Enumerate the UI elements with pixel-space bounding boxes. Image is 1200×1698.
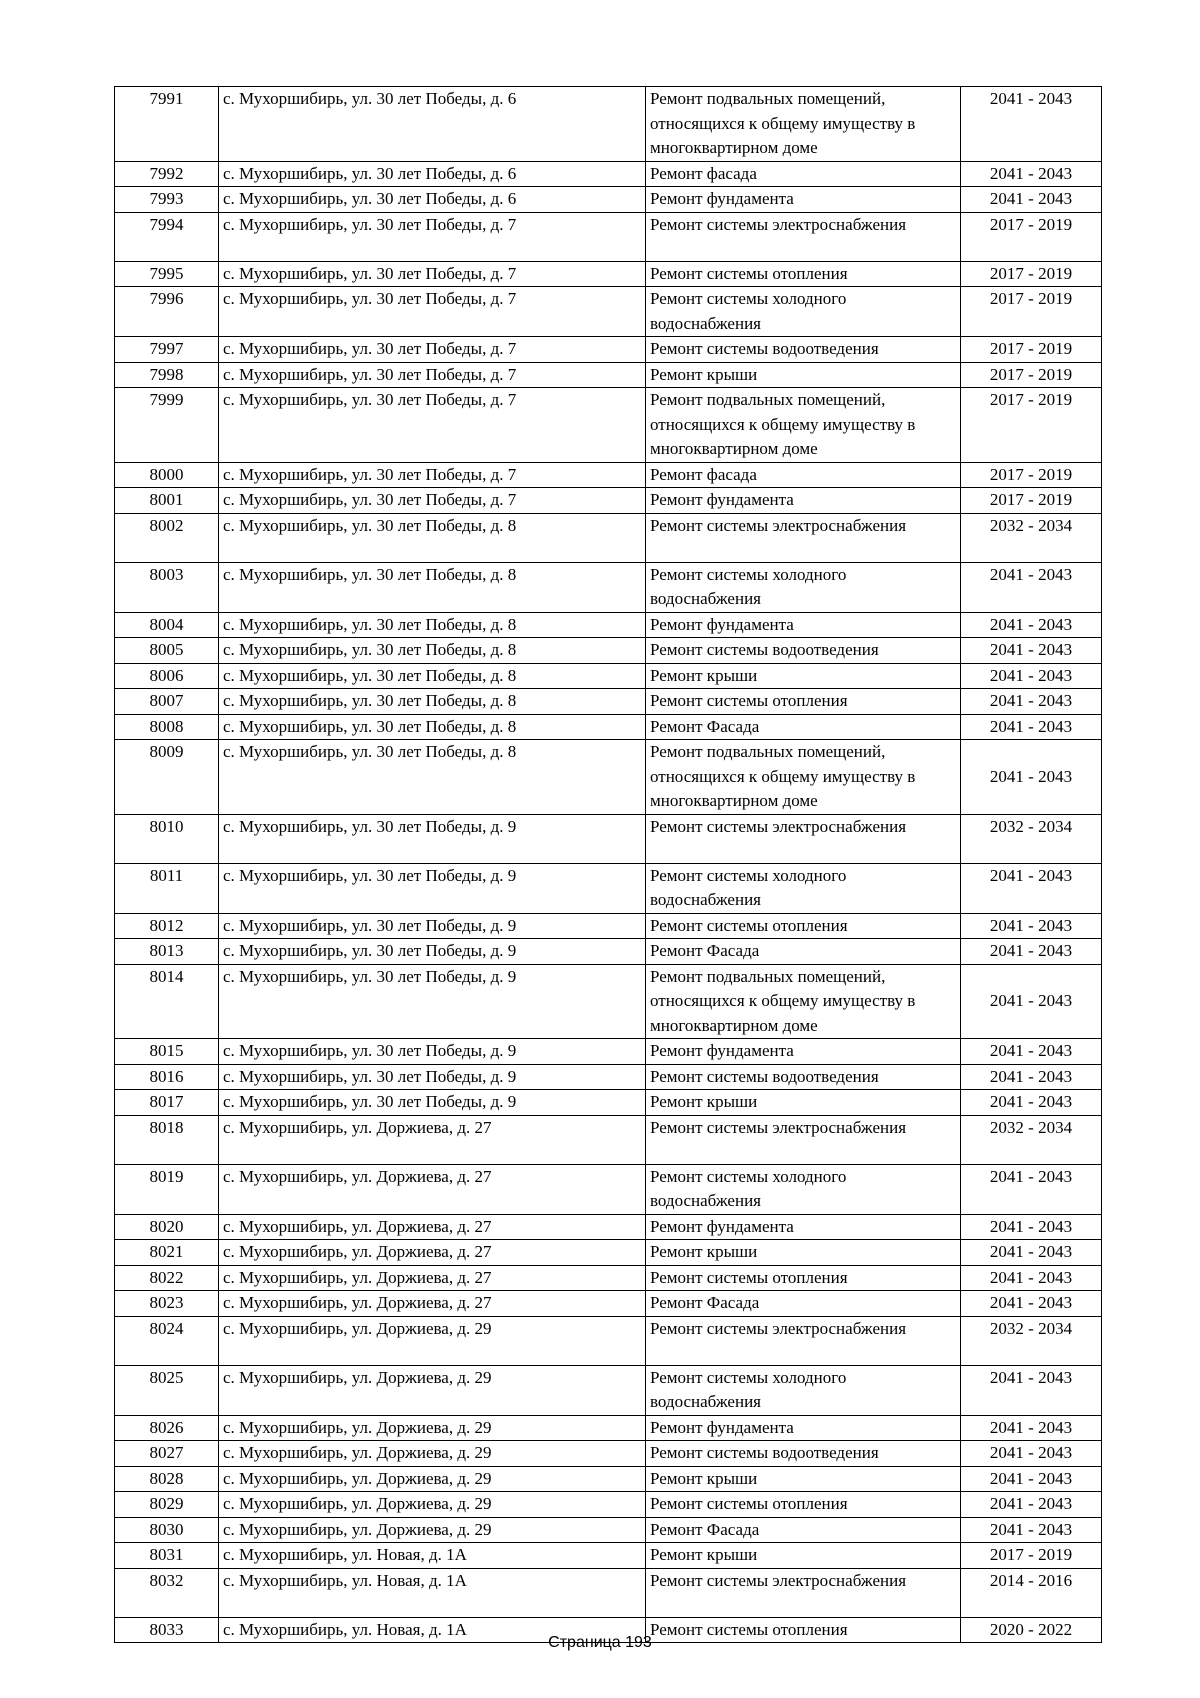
address-cell: с. Мухоршибирь, ул. Новая, д. 1А (219, 1568, 646, 1617)
row-number-cell: 8024 (115, 1316, 219, 1365)
row-number-cell: 8014 (115, 964, 219, 1039)
work-type-cell: Ремонт подвальных помещений, относящихся к общему имуществу в многоквартирном доме (646, 740, 961, 815)
period-cell: 2041 - 2043 (961, 1291, 1102, 1317)
period-cell: 2017 - 2019 (961, 388, 1102, 463)
address-cell: с. Мухоршибирь, ул. Доржиева, д. 29 (219, 1492, 646, 1518)
work-type-cell: Ремонт фундамента (646, 1039, 961, 1065)
table-row (115, 1466, 1102, 1492)
row-number-cell: 8002 (115, 513, 219, 562)
row-number-cell: 8012 (115, 913, 219, 939)
table-row (115, 488, 1102, 514)
row-number-cell: 8000 (115, 462, 219, 488)
period-cell: 2017 - 2019 (961, 362, 1102, 388)
work-type-cell: Ремонт подвальных помещений, относящихся к общему имуществу в многоквартирном доме (646, 87, 961, 162)
repair-schedule-table (114, 86, 1102, 1643)
address-cell: с. Мухоршибирь, ул. 30 лет Победы, д. 8 (219, 513, 646, 562)
period-cell: 2041 - 2043 (961, 562, 1102, 612)
period-cell: 2020 - 2022 (961, 1617, 1102, 1643)
address-cell: с. Мухоршибирь, ул. Доржиева, д. 27 (219, 1240, 646, 1266)
row-number-cell: 8015 (115, 1039, 219, 1065)
address-cell: с. Мухоршибирь, ул. 30 лет Победы, д. 7 (219, 388, 646, 463)
row-number-cell: 7994 (115, 212, 219, 261)
work-type-cell: Ремонт фасада (646, 462, 961, 488)
table-row (115, 287, 1102, 337)
row-number-cell: 8030 (115, 1517, 219, 1543)
table-row (115, 1441, 1102, 1467)
table-row (115, 740, 1102, 815)
address-cell: с. Мухоршибирь, ул. 30 лет Победы, д. 9 (219, 1090, 646, 1116)
row-number-cell: 8033 (115, 1617, 219, 1643)
address-cell: с. Мухоршибирь, ул. Доржиева, д. 27 (219, 1164, 646, 1214)
table-row (115, 187, 1102, 213)
work-type-cell: Ремонт фундамента (646, 488, 961, 514)
row-number-cell: 8011 (115, 863, 219, 913)
row-number-cell: 8026 (115, 1415, 219, 1441)
address-cell: с. Мухоршибирь, ул. Доржиева, д. 29 (219, 1466, 646, 1492)
table-row (115, 1240, 1102, 1266)
table-body (115, 87, 1102, 1643)
period-cell: 2032 - 2034 (961, 513, 1102, 562)
table-row (115, 1517, 1102, 1543)
address-cell: с. Мухоршибирь, ул. 30 лет Победы, д. 7 (219, 488, 646, 514)
table-row (115, 1492, 1102, 1518)
address-cell: с. Мухоршибирь, ул. 30 лет Победы, д. 6 (219, 187, 646, 213)
row-number-cell: 8029 (115, 1492, 219, 1518)
work-type-cell: Ремонт системы электроснабжения (646, 1115, 961, 1164)
table-row (115, 562, 1102, 612)
address-cell: с. Мухоршибирь, ул. Доржиева, д. 27 (219, 1214, 646, 1240)
address-cell: с. Мухоршибирь, ул. 30 лет Победы, д. 9 (219, 863, 646, 913)
period-cell: 2032 - 2034 (961, 1115, 1102, 1164)
address-cell: с. Мухоршибирь, ул. 30 лет Победы, д. 8 (219, 714, 646, 740)
table-row (115, 1039, 1102, 1065)
address-cell: с. Мухоршибирь, ул. 30 лет Победы, д. 7 (219, 337, 646, 363)
address-cell: с. Мухоршибирь, ул. 30 лет Победы, д. 8 (219, 689, 646, 715)
table-row (115, 513, 1102, 562)
address-cell: с. Мухоршибирь, ул. 30 лет Победы, д. 6 (219, 161, 646, 187)
work-type-cell: Ремонт фундамента (646, 187, 961, 213)
work-type-cell: Ремонт крыши (646, 1466, 961, 1492)
period-cell: 2032 - 2034 (961, 814, 1102, 863)
row-number-cell: 7992 (115, 161, 219, 187)
address-cell: с. Мухоршибирь, ул. Доржиева, д. 27 (219, 1115, 646, 1164)
period-cell: 2041 - 2043 (961, 1517, 1102, 1543)
row-number-cell: 7993 (115, 187, 219, 213)
address-cell: с. Мухоршибирь, ул. 30 лет Победы, д. 8 (219, 638, 646, 664)
period-cell: 2041 - 2043 (961, 1214, 1102, 1240)
period-cell: 2017 - 2019 (961, 1543, 1102, 1569)
work-type-cell: Ремонт системы водоотведения (646, 1064, 961, 1090)
work-type-cell: Ремонт системы отопления (646, 1617, 961, 1643)
table-row (115, 337, 1102, 363)
period-cell: 2041 - 2043 (961, 1064, 1102, 1090)
address-cell: с. Мухоршибирь, ул. 30 лет Победы, д. 7 (219, 287, 646, 337)
table-row (115, 212, 1102, 261)
address-cell: с. Мухоршибирь, ул. 30 лет Победы, д. 9 (219, 1064, 646, 1090)
page-footer (0, 1634, 1200, 1652)
period-cell: 2032 - 2034 (961, 1316, 1102, 1365)
work-type-cell: Ремонт системы электроснабжения (646, 1568, 961, 1617)
row-number-cell: 8006 (115, 663, 219, 689)
page-number: Страница 193 (548, 1634, 652, 1651)
document-sheet (114, 86, 1102, 1643)
period-cell: 2041 - 2043 (961, 187, 1102, 213)
address-cell: с. Мухоршибирь, ул. 30 лет Победы, д. 9 (219, 1039, 646, 1065)
period-cell: 2041 - 2043 (961, 638, 1102, 664)
table-row (115, 1291, 1102, 1317)
table-row (115, 939, 1102, 965)
work-type-cell: Ремонт системы отопления (646, 1265, 961, 1291)
work-type-cell: Ремонт системы электроснабжения (646, 814, 961, 863)
work-type-cell: Ремонт системы электроснабжения (646, 1316, 961, 1365)
table-row (115, 362, 1102, 388)
work-type-cell: Ремонт Фасада (646, 1517, 961, 1543)
table-row (115, 1064, 1102, 1090)
work-type-cell: Ремонт фундамента (646, 1214, 961, 1240)
period-cell: 2017 - 2019 (961, 337, 1102, 363)
work-type-cell: Ремонт крыши (646, 663, 961, 689)
period-cell: 2041 - 2043 (961, 87, 1102, 162)
row-number-cell: 8020 (115, 1214, 219, 1240)
period-cell: 2041 - 2043 (961, 689, 1102, 715)
row-number-cell: 8008 (115, 714, 219, 740)
address-cell: с. Мухоршибирь, ул. 30 лет Победы, д. 9 (219, 939, 646, 965)
table-row (115, 814, 1102, 863)
address-cell: с. Мухоршибирь, ул. 30 лет Победы, д. 8 (219, 663, 646, 689)
row-number-cell: 7999 (115, 388, 219, 463)
work-type-cell: Ремонт системы холодного водоснабжения (646, 287, 961, 337)
work-type-cell: Ремонт системы отопления (646, 689, 961, 715)
address-cell: с. Мухоршибирь, ул. Доржиева, д. 29 (219, 1517, 646, 1543)
period-cell: 2017 - 2019 (961, 287, 1102, 337)
period-cell: 2041 - 2043 (961, 1365, 1102, 1415)
table-row (115, 1115, 1102, 1164)
row-number-cell: 8001 (115, 488, 219, 514)
row-number-cell: 8016 (115, 1064, 219, 1090)
row-number-cell: 7995 (115, 261, 219, 287)
table-row (115, 1415, 1102, 1441)
row-number-cell: 8018 (115, 1115, 219, 1164)
address-cell: с. Мухоршибирь, ул. Новая, д. 1А (219, 1617, 646, 1643)
table-row (115, 964, 1102, 1039)
work-type-cell: Ремонт фасада (646, 161, 961, 187)
period-cell: 2041 - 2043 (961, 964, 1102, 1039)
work-type-cell: Ремонт подвальных помещений, относящихся к общему имуществу в многоквартирном доме (646, 388, 961, 463)
period-cell: 2041 - 2043 (961, 913, 1102, 939)
address-cell: с. Мухоршибирь, ул. Доржиева, д. 27 (219, 1265, 646, 1291)
work-type-cell: Ремонт крыши (646, 1240, 961, 1266)
work-type-cell: Ремонт крыши (646, 1543, 961, 1569)
row-number-cell: 8004 (115, 612, 219, 638)
work-type-cell: Ремонт системы холодного водоснабжения (646, 1365, 961, 1415)
work-type-cell: Ремонт Фасада (646, 1291, 961, 1317)
table-row (115, 1365, 1102, 1415)
table-row (115, 1164, 1102, 1214)
period-cell: 2041 - 2043 (961, 1164, 1102, 1214)
address-cell: с. Мухоршибирь, ул. Доржиева, д. 27 (219, 1291, 646, 1317)
row-number-cell: 8022 (115, 1265, 219, 1291)
period-cell: 2041 - 2043 (961, 1265, 1102, 1291)
work-type-cell: Ремонт фундамента (646, 612, 961, 638)
row-number-cell: 8027 (115, 1441, 219, 1467)
period-cell: 2041 - 2043 (961, 612, 1102, 638)
work-type-cell: Ремонт крыши (646, 1090, 961, 1116)
work-type-cell: Ремонт системы водоотведения (646, 337, 961, 363)
table-row (115, 161, 1102, 187)
row-number-cell: 8007 (115, 689, 219, 715)
table-row (115, 663, 1102, 689)
table-row (115, 388, 1102, 463)
period-cell: 2041 - 2043 (961, 1492, 1102, 1518)
period-cell: 2014 - 2016 (961, 1568, 1102, 1617)
table-row (115, 1568, 1102, 1617)
period-cell: 2017 - 2019 (961, 261, 1102, 287)
row-number-cell: 8010 (115, 814, 219, 863)
row-number-cell: 8028 (115, 1466, 219, 1492)
work-type-cell: Ремонт системы электроснабжения (646, 212, 961, 261)
table-row (115, 87, 1102, 162)
table-row (115, 1543, 1102, 1569)
table-row (115, 261, 1102, 287)
table-row (115, 689, 1102, 715)
row-number-cell: 8019 (115, 1164, 219, 1214)
work-type-cell: Ремонт системы отопления (646, 1492, 961, 1518)
address-cell: с. Мухоршибирь, ул. 30 лет Победы, д. 9 (219, 964, 646, 1039)
row-number-cell: 8025 (115, 1365, 219, 1415)
row-number-cell: 8003 (115, 562, 219, 612)
period-cell: 2041 - 2043 (961, 663, 1102, 689)
period-cell: 2041 - 2043 (961, 1090, 1102, 1116)
work-type-cell: Ремонт Фасада (646, 939, 961, 965)
work-type-cell: Ремонт системы холодного водоснабжения (646, 863, 961, 913)
table-row (115, 1265, 1102, 1291)
period-cell: 2041 - 2043 (961, 1441, 1102, 1467)
address-cell: с. Мухоршибирь, ул. 30 лет Победы, д. 8 (219, 612, 646, 638)
address-cell: с. Мухоршибирь, ул. 30 лет Победы, д. 7 (219, 212, 646, 261)
period-cell: 2041 - 2043 (961, 714, 1102, 740)
address-cell: с. Мухоршибирь, ул. 30 лет Победы, д. 7 (219, 462, 646, 488)
period-cell: 2041 - 2043 (961, 1240, 1102, 1266)
row-number-cell: 7998 (115, 362, 219, 388)
address-cell: с. Мухоршибирь, ул. 30 лет Победы, д. 6 (219, 87, 646, 162)
work-type-cell: Ремонт фундамента (646, 1415, 961, 1441)
period-cell: 2041 - 2043 (961, 863, 1102, 913)
row-number-cell: 8032 (115, 1568, 219, 1617)
table-row (115, 638, 1102, 664)
address-cell: с. Мухоршибирь, ул. 30 лет Победы, д. 8 (219, 740, 646, 815)
table-row (115, 863, 1102, 913)
address-cell: с. Мухоршибирь, ул. Новая, д. 1А (219, 1543, 646, 1569)
row-number-cell: 7991 (115, 87, 219, 162)
work-type-cell: Ремонт системы холодного водоснабжения (646, 562, 961, 612)
work-type-cell: Ремонт системы электроснабжения (646, 513, 961, 562)
period-cell: 2017 - 2019 (961, 212, 1102, 261)
table-row (115, 1090, 1102, 1116)
row-number-cell: 8017 (115, 1090, 219, 1116)
work-type-cell: Ремонт крыши (646, 362, 961, 388)
work-type-cell: Ремонт системы отопления (646, 261, 961, 287)
row-number-cell: 8023 (115, 1291, 219, 1317)
address-cell: с. Мухоршибирь, ул. Доржиева, д. 29 (219, 1441, 646, 1467)
address-cell: с. Мухоршибирь, ул. Доржиева, д. 29 (219, 1365, 646, 1415)
work-type-cell: Ремонт системы холодного водоснабжения (646, 1164, 961, 1214)
address-cell: с. Мухоршибирь, ул. Доржиева, д. 29 (219, 1415, 646, 1441)
period-cell: 2041 - 2043 (961, 939, 1102, 965)
table-row (115, 612, 1102, 638)
period-cell: 2017 - 2019 (961, 488, 1102, 514)
row-number-cell: 8013 (115, 939, 219, 965)
table-row (115, 1214, 1102, 1240)
work-type-cell: Ремонт системы водоотведения (646, 638, 961, 664)
period-cell: 2017 - 2019 (961, 462, 1102, 488)
period-cell: 2041 - 2043 (961, 740, 1102, 815)
row-number-cell: 8009 (115, 740, 219, 815)
period-cell: 2041 - 2043 (961, 1039, 1102, 1065)
row-number-cell: 7997 (115, 337, 219, 363)
row-number-cell: 8031 (115, 1543, 219, 1569)
address-cell: с. Мухоршибирь, ул. 30 лет Победы, д. 9 (219, 913, 646, 939)
table-row (115, 714, 1102, 740)
table-row (115, 913, 1102, 939)
row-number-cell: 7996 (115, 287, 219, 337)
period-cell: 2041 - 2043 (961, 161, 1102, 187)
period-cell: 2041 - 2043 (961, 1415, 1102, 1441)
work-type-cell: Ремонт подвальных помещений, относящихся к общему имуществу в многоквартирном доме (646, 964, 961, 1039)
work-type-cell: Ремонт Фасада (646, 714, 961, 740)
address-cell: с. Мухоршибирь, ул. 30 лет Победы, д. 7 (219, 362, 646, 388)
period-cell: 2041 - 2043 (961, 1466, 1102, 1492)
address-cell: с. Мухоршибирь, ул. 30 лет Победы, д. 8 (219, 562, 646, 612)
table-row (115, 1316, 1102, 1365)
work-type-cell: Ремонт системы водоотведения (646, 1441, 961, 1467)
row-number-cell: 8005 (115, 638, 219, 664)
address-cell: с. Мухоршибирь, ул. 30 лет Победы, д. 9 (219, 814, 646, 863)
address-cell: с. Мухоршибирь, ул. Доржиева, д. 29 (219, 1316, 646, 1365)
address-cell: с. Мухоршибирь, ул. 30 лет Победы, д. 7 (219, 261, 646, 287)
table-row (115, 462, 1102, 488)
work-type-cell: Ремонт системы отопления (646, 913, 961, 939)
row-number-cell: 8021 (115, 1240, 219, 1266)
